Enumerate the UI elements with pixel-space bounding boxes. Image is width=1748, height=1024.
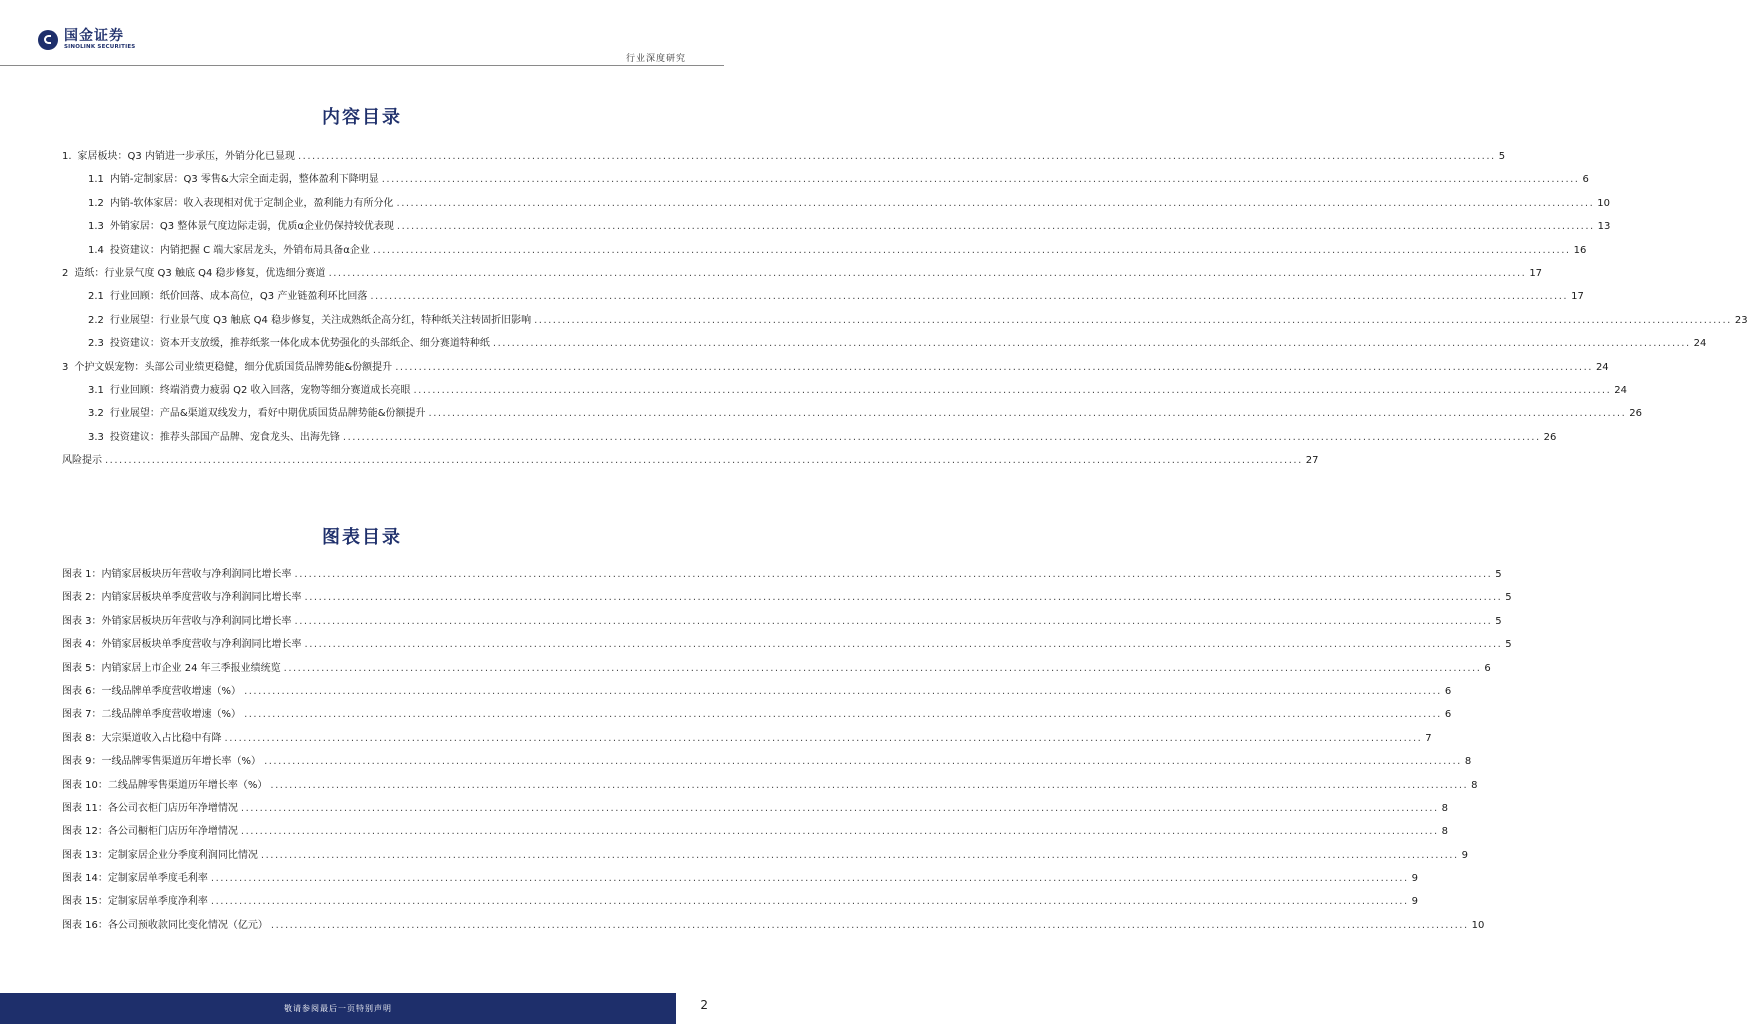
toc-entry-page: 17 [1571,291,1584,303]
toc-entry-page: 26 [1629,408,1642,420]
toc-entry[interactable] [62,356,1609,379]
figure-entry[interactable] [62,680,1452,703]
dot-leader [329,262,1527,285]
toc-entry[interactable] [62,239,1587,262]
toc-entry[interactable] [62,285,1584,308]
figure-entry-number: 图表 14： [62,873,108,885]
toc-entry[interactable] [62,262,1543,285]
figure-entry-page: 5 [1505,639,1512,651]
figure-entry[interactable] [62,914,1485,937]
dot-leader [211,867,1409,890]
dot-leader [397,215,1595,238]
logo-text [64,29,135,51]
toc-entry[interactable] [62,215,1611,238]
toc-entry-title: 投资建议：推荐头部国产品牌、宠食龙头、出海先锋 [109,431,340,443]
toc-entry-page: 17 [1529,267,1543,279]
toc-entry-title: 投资建议：内销把握 C 端大家居龙头，外销布局具备α企业 [109,244,370,256]
figure-entry-number: 图表 9： [62,756,102,768]
figure-entry-page: 6 [1444,709,1452,721]
figure-entry-title: 内销家居板块历年营收与净利润同比增长率 [101,569,292,580]
figure-entry-number: 图表 15： [62,896,108,908]
figure-entry-title: 一线品牌零售渠道历年增长率（%） [101,756,262,768]
figure-entry-title: 大宗渠道收入占比稳中有降 [101,732,222,744]
figure-entry-number: 图表 8： [62,732,102,744]
toc-entry-page: 26 [1543,431,1557,443]
dot-leader [270,774,1468,797]
figure-entry-page: 6 [1484,662,1491,674]
figure-entry-page: 7 [1425,732,1432,744]
figure-entry-title: 外销家居板块单季度营收与净利润同比增长率 [101,639,302,651]
toc-entry-title: 行业回顾：纸价回落、成本高位，Q3 产业链盈利环比回落 [109,291,368,303]
toc-entry-number: 1.4 [88,244,104,256]
figure-entry[interactable] [62,797,1449,820]
header-divider [0,65,724,66]
toc-entry-title: 内销-定制家居：Q3 零售&大宗全面走弱，整体盈利下降明显 [109,174,379,186]
figure-entry-number: 图表 6： [62,685,102,697]
dot-leader [429,402,1627,425]
dot-leader [370,285,1568,308]
toc-entry[interactable] [62,379,1627,402]
toc-entry-title: 外销家居：Q3 整体景气度边际走弱，优质α企业仍保持较优表现 [109,221,394,233]
dot-leader [395,356,1593,379]
figure-entry-page: 9 [1411,896,1419,908]
toc-entry[interactable] [62,192,1610,215]
figure-entry-title: 二线品牌单季度营收增速（%） [101,709,242,721]
dot-leader [241,797,1439,820]
logo-name-cn: 国金证券 [64,28,124,44]
toc-entry-page: 24 [1614,384,1627,396]
dot-leader [284,657,1482,680]
toc-entry[interactable] [62,332,1707,355]
figure-entry[interactable] [62,867,1419,890]
toc-entry-page: 10 [1597,197,1610,209]
figure-entry-title: 定制家居单季度净利率 [107,896,208,908]
toc-entry-number: 3.3 [88,431,104,443]
figure-entry-title: 二线品牌零售渠道历年增长率（%） [107,779,268,791]
toc-entry-title: 风险提示 [62,455,102,467]
figure-entry[interactable] [62,657,1491,680]
toc-entry-title: 个护文娱宠物：头部公司业绩更稳健，细分优质国货品牌势能&份额提升 [74,361,393,373]
toc-entry-number: 1.3 [88,221,104,233]
toc-entry[interactable] [62,309,1748,332]
dot-leader [382,168,1580,191]
figure-entry-number: 图表 2： [62,592,102,604]
figure-entry-title: 外销家居板块历年营收与净利润同比增长率 [101,615,292,627]
figure-entry[interactable] [62,586,1512,609]
figure-entry-number: 图表 1： [62,569,102,580]
figure-index-title: 图表目录 [322,527,402,548]
toc-entry-number: 2.3 [88,338,104,350]
figure-entry[interactable] [62,750,1472,773]
figure-entry-page: 8 [1441,826,1449,838]
toc-entry-number: 1. [62,151,72,162]
dot-leader [225,727,1423,750]
figure-entry-page: 9 [1411,873,1419,885]
toc-entry-number: 3.1 [88,384,104,396]
toc-entry-page: 5 [1498,151,1506,162]
dot-leader [295,610,1493,633]
figure-entry-number: 图表 5： [62,662,102,674]
toc-title: 内容目录 [322,107,402,128]
figure-entry-page: 9 [1461,849,1469,861]
dot-leader [241,820,1439,843]
dot-leader [105,449,1303,472]
figure-entry-title: 内销家居上市企业 24 年三季报业绩统览 [101,662,281,674]
figure-entry-page: 5 [1505,592,1512,604]
figure-entry[interactable] [62,563,1502,586]
figure-entry-title: 内销家居板块单季度营收与净利润同比增长率 [101,592,302,604]
figure-entry-number: 图表 13： [62,849,108,861]
dot-leader [534,309,1732,332]
figure-entry-page: 10 [1471,919,1485,931]
dot-leader [211,890,1409,913]
toc-entry-title: 投资建议：资本开支放缓，推荐纸浆一体化成本优势强化的头部纸企、细分赛道特种纸 [109,338,490,350]
toc-entry-page: 6 [1582,174,1589,186]
toc-list [62,145,1748,472]
figure-entry-title: 定制家居单季度毛利率 [107,873,208,885]
toc-entry-page: 24 [1693,338,1707,350]
dot-leader [264,750,1462,773]
dot-leader [271,914,1469,937]
toc-entry-title: 造纸：行业景气度 Q3 触底 Q4 稳步修复，优选细分赛道 [74,267,326,279]
report-type-label: 行业深度研究 [625,54,686,64]
dot-leader [244,680,1442,703]
toc-entry-page: 16 [1573,244,1587,256]
toc-entry-title: 行业回顾：终端消费力疲弱 Q2 收入回落，宠物等细分赛道成长亮眼 [109,384,411,396]
toc-entry[interactable] [62,145,1506,168]
figure-entry[interactable] [62,774,1478,797]
toc-entry[interactable] [62,426,1557,449]
figure-index-list [62,563,1512,937]
toc-entry-title: 行业展望：行业景气度 Q3 触底 Q4 稳步修复，关注成熟纸企高分红，特种纸关注转固折旧影响 [109,314,532,326]
dot-leader [305,633,1503,656]
page-number: 2 [700,998,708,1012]
dot-leader [295,563,1493,586]
toc-entry-title: 家居板块：Q3 内销进一步承压，外销分化已显现 [77,151,295,162]
figure-entry-page: 8 [1471,779,1478,791]
figure-entry-number: 图表 12： [62,826,108,838]
figure-entry-page: 8 [1464,756,1472,768]
dot-leader [414,379,1612,402]
figure-entry-number: 图表 11： [62,802,108,814]
dot-leader [298,145,1496,168]
figure-entry-title: 一线品牌单季度营收增速（%） [101,685,242,697]
toc-entry-page: 13 [1597,221,1611,233]
toc-entry-number: 1.2 [88,197,104,209]
dot-leader [261,844,1459,867]
dot-leader [493,332,1691,355]
figure-entry[interactable] [62,610,1502,633]
figure-entry-title: 各公司橱柜门店历年净增情况 [107,826,238,838]
dot-leader [343,426,1541,449]
figure-entry-title: 各公司预收款同比变化情况（亿元） [107,919,268,931]
figure-entry-number: 图表 3： [62,615,102,627]
toc-entry[interactable] [62,168,1589,191]
figure-entry-page: 8 [1441,802,1449,814]
figure-entry[interactable] [62,890,1419,913]
dot-leader [305,586,1503,609]
figure-entry-title: 各公司衣柜门店历年净增情况 [107,802,238,814]
footer-disclaimer: 敬请参阅最后一页特别声明 [284,1004,392,1013]
toc-entry-page: 24 [1595,361,1609,373]
toc-entry-page: 23 [1734,314,1748,326]
toc-entry[interactable] [62,449,1319,472]
figure-entry-number: 图表 4： [62,639,102,651]
toc-entry-number: 3 [62,361,69,373]
dot-leader [244,703,1442,726]
logo-mark-icon [38,30,58,50]
figure-entry-number: 图表 10： [62,779,108,791]
logo-name-en: SINOLINK SECURITIES [64,44,136,50]
figure-entry-page: 5 [1495,569,1502,580]
toc-entry-number: 3.2 [88,408,104,420]
figure-entry-number: 图表 16： [62,919,108,931]
figure-entry-page: 6 [1444,685,1452,697]
figure-entry[interactable] [62,703,1452,726]
dot-leader [373,239,1571,262]
figure-entry[interactable] [62,844,1469,867]
toc-entry-title: 内销-软体家居：收入表现相对优于定制企业，盈利能力有所分化 [109,197,394,209]
toc-entry-number: 2 [62,267,69,279]
toc-entry[interactable] [62,402,1642,425]
toc-entry-number: 1.1 [88,174,104,186]
figure-entry[interactable] [62,727,1432,750]
figure-entry[interactable] [62,633,1512,656]
toc-entry-number: 2.1 [88,291,104,303]
figure-entry-page: 5 [1495,615,1502,627]
dot-leader [397,192,1595,215]
toc-entry-page: 27 [1305,455,1319,467]
figure-entry-number: 图表 7： [62,709,102,721]
toc-entry-number: 2.2 [88,314,104,326]
figure-entry-title: 定制家居企业分季度利润同比情况 [107,849,258,861]
toc-entry-title: 行业展望：产品&渠道双线发力，看好中期优质国货品牌势能&份额提升 [109,408,426,420]
figure-entry[interactable] [62,820,1449,843]
company-logo [38,29,135,51]
